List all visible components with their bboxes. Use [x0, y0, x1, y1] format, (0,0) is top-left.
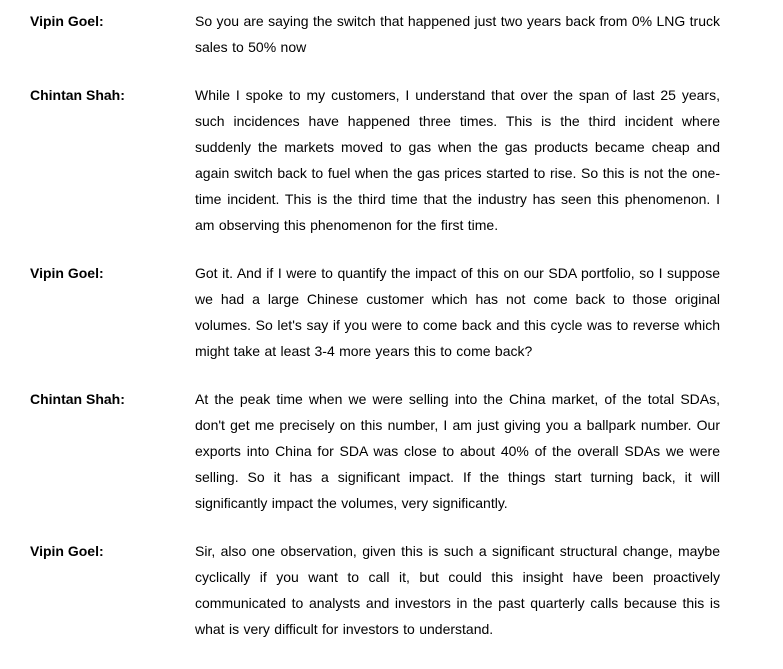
speaker-name: Chintan Shah:	[30, 87, 125, 103]
speaker-name: Vipin Goel:	[30, 543, 104, 559]
dialogue-text: Got it. And if I were to quantify the impact of this on our SDA portfolio, so I suppose we had a large Chinese customer which has not come back to those original volumes. So let's say if you were to come back and this cycle was to reverse which might take at least 3-4 more years this to come back?	[195, 265, 720, 359]
transcript-entry	[30, 386, 720, 516]
transcript-entry	[30, 260, 720, 364]
speaker-name: Vipin Goel:	[30, 265, 104, 281]
dialogue-text: So you are saying the switch that happened just two years back from 0% LNG truck sales to 50% now	[195, 13, 720, 55]
transcript-entry	[30, 82, 720, 238]
speaker-name: Chintan Shah:	[30, 391, 125, 407]
dialogue-text: Sir, also one observation, given this is such a significant structural change, maybe cyclically if you want to call it, but could this insight have been proactively communicated to analysts and investors in the past quarterly calls because this is what is very difficult for investors to understand.	[195, 543, 720, 637]
transcript-entry	[30, 8, 720, 60]
dialogue-text: While I spoke to my customers, I understand that over the span of last 25 years, such incidences have happened three times. This is the third incident where suddenly the markets moved to gas when the gas products became cheap and again switch back to fuel when the gas prices started to rise. So this is not the one-time incident. This is the third time that the industry has seen this phenomenon. I am observing this phenomenon for the first time.	[195, 87, 720, 233]
transcript-entry	[30, 538, 720, 642]
speaker-name: Vipin Goel:	[30, 13, 104, 29]
dialogue-text: At the peak time when we were selling into the China market, of the total SDAs, don't get me precisely on this number, I am just giving you a ballpark number. Our exports into China for SDA was close to about 40% of the overall SDAs we were selling. So it has a significant impact. If the things start turning back, it will significantly impact the volumes, very significantly.	[195, 391, 720, 511]
